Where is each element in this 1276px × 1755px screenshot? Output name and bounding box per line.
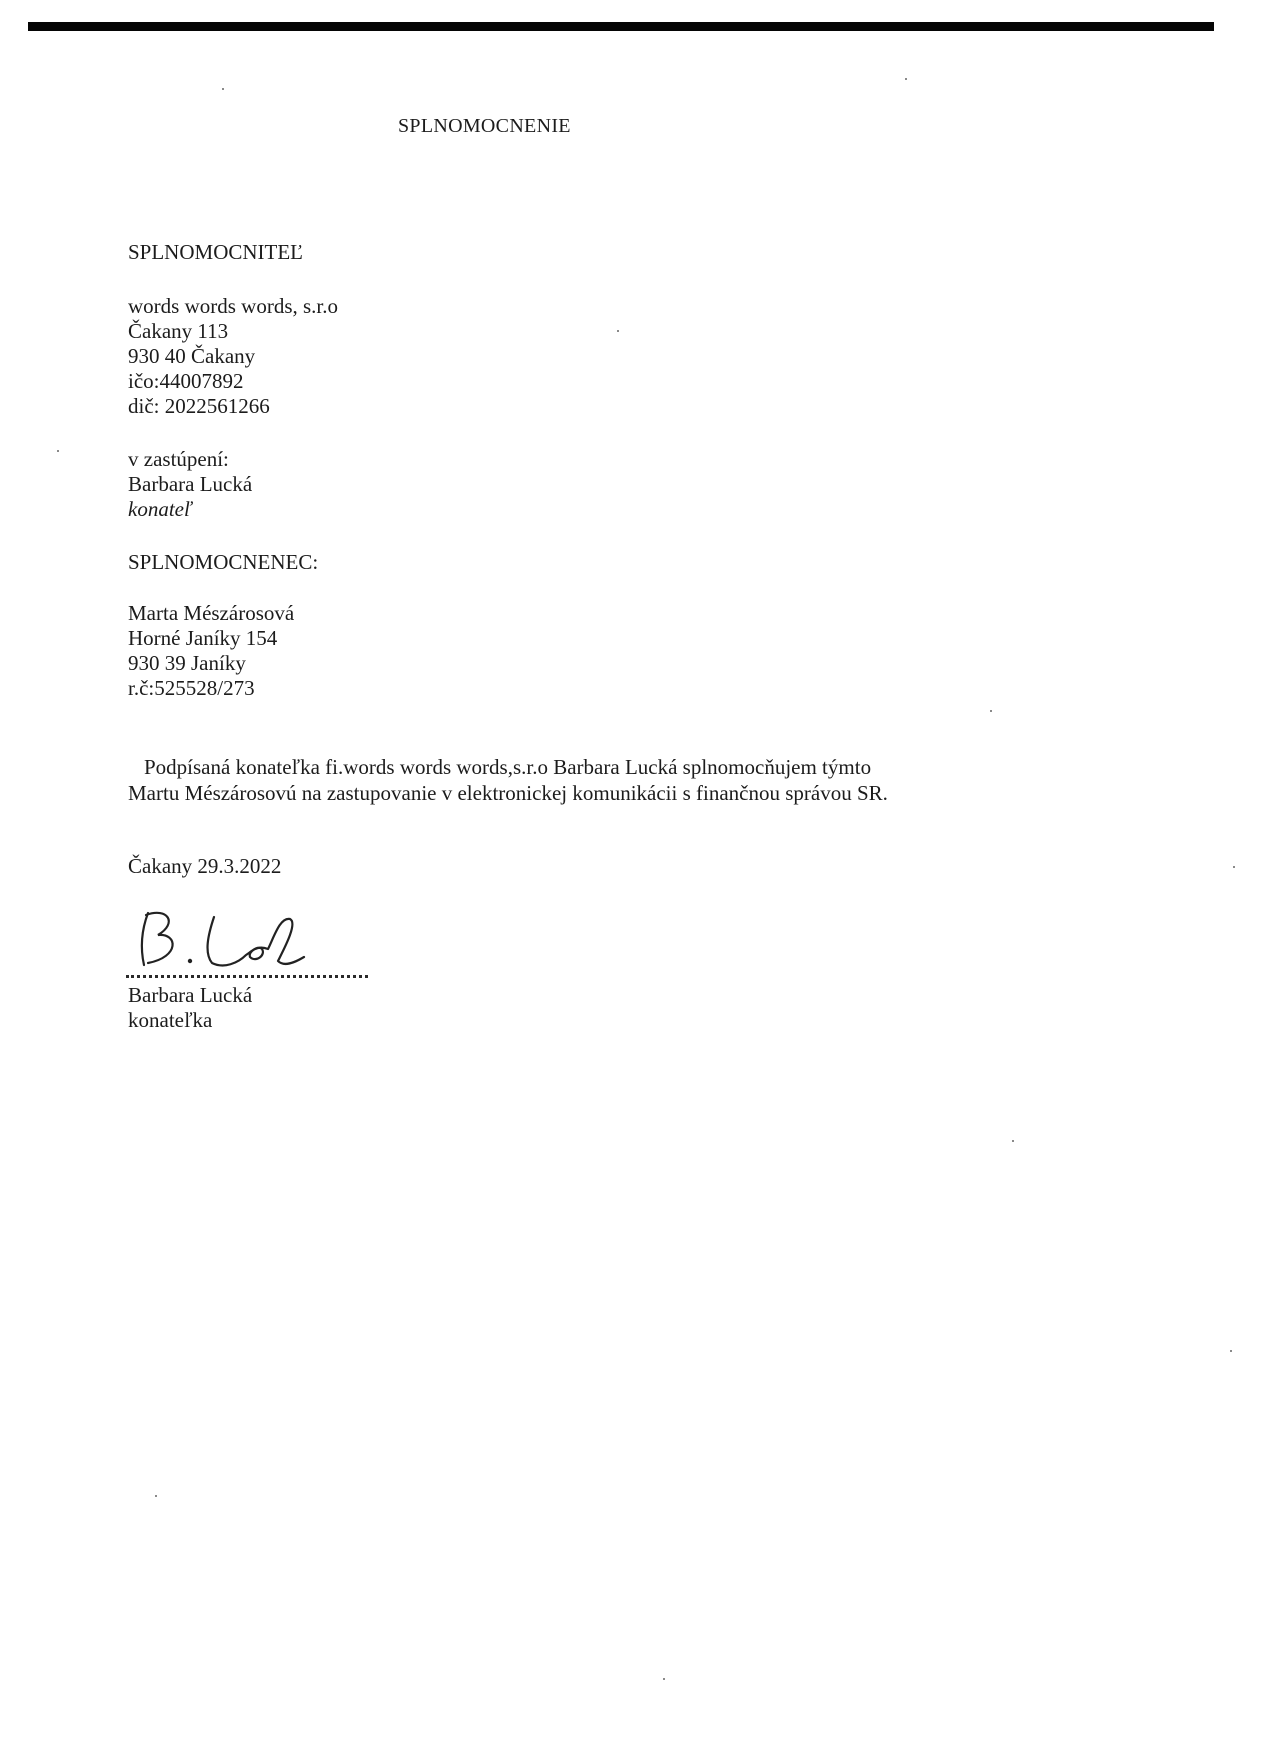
principal-city: 930 40 Čakany (128, 344, 256, 368)
principal-street: Čakany 113 (128, 319, 229, 343)
representative-role: konateľ (128, 497, 192, 521)
agent-street: Horné Janíky 154 (128, 626, 278, 650)
scan-speck (905, 78, 907, 80)
scan-speck (990, 710, 992, 712)
handwritten-signature (134, 905, 334, 975)
scan-speck (1230, 1350, 1232, 1352)
top-scan-bar (28, 22, 1214, 31)
agent-rc: r.č:525528/273 (128, 676, 255, 700)
authorization-paragraph (128, 754, 988, 806)
place-and-date: Čakany 29.3.2022 (128, 854, 282, 878)
represented-label: v zastúpení: (128, 447, 229, 471)
scan-speck (222, 88, 224, 90)
principal-dic: dič: 2022561266 (128, 394, 270, 418)
scan-speck (1012, 1140, 1014, 1142)
scan-speck (155, 1495, 157, 1497)
agent-name: Marta Mészárosová (128, 601, 295, 625)
agent-heading: SPLNOMOCNENEC: (128, 550, 319, 574)
signatory-role: konateľka (128, 1008, 213, 1032)
principal-ico: ičo:44007892 (128, 369, 244, 393)
scan-speck (617, 330, 619, 332)
scan-speck (1233, 866, 1235, 868)
agent-city: 930 39 Janíky (128, 651, 246, 675)
document-title: SPLNOMOCNENIE (398, 115, 571, 137)
authorization-line-1: Podpísaná konateľka fi.words words words,s.r.o Barbara Lucká splnomocňujem týmto (144, 755, 872, 779)
scan-speck (663, 1678, 665, 1680)
principal-heading: SPLNOMOCNITEĽ (128, 240, 304, 264)
principal-company: words words words, s.r.o (128, 294, 338, 318)
signature-dotted-line (126, 975, 368, 978)
authorization-line-2: Martu Mészárosovú na zastupovanie v elektronickej komunikácii s finančnou správou SR. (128, 781, 888, 805)
signatory-name: Barbara Lucká (128, 983, 253, 1007)
scan-speck (57, 450, 59, 452)
representative-name: Barbara Lucká (128, 472, 253, 496)
